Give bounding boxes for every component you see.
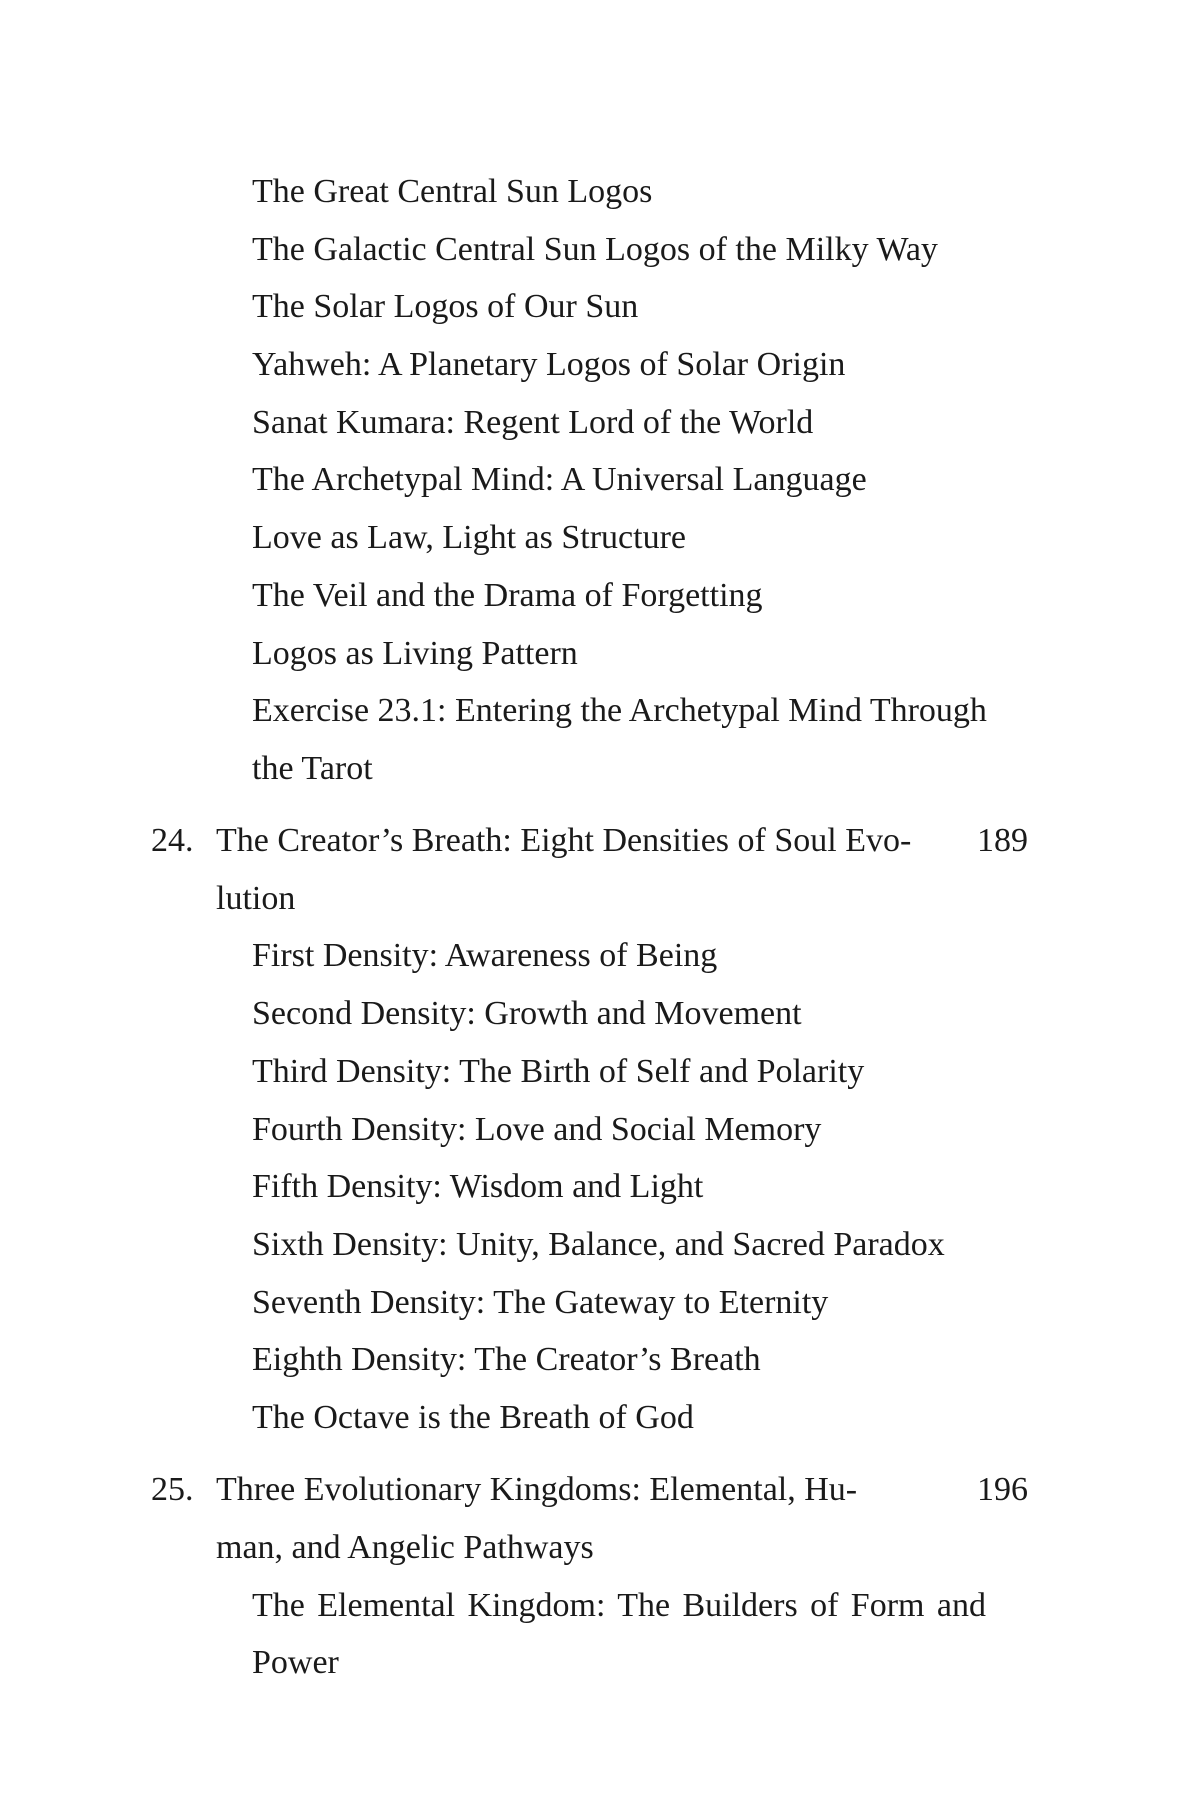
toc-section[interactable]: First Density: Awareness of Being [252, 937, 718, 974]
chapter-page-number: 189 [977, 822, 1028, 859]
chapter-number: 25. [151, 1471, 194, 1508]
toc-section[interactable]: Logos as Living Pattern [252, 635, 578, 672]
chapter-title-continued[interactable]: lution [216, 880, 296, 917]
toc-section[interactable]: The Octave is the Breath of God [252, 1399, 694, 1436]
toc-section[interactable]: Power [252, 1644, 339, 1681]
toc-section[interactable]: Exercise 23.1: Entering the Archetypal Mind Through [252, 692, 987, 729]
toc-section[interactable]: Second Density: Growth and Movement [252, 995, 802, 1032]
toc-section[interactable]: Sixth Density: Unity, Balance, and Sacred Paradox [252, 1226, 945, 1263]
toc-section[interactable]: Yahweh: A Planetary Logos of Solar Origin [252, 346, 846, 383]
toc-section[interactable]: The Galactic Central Sun Logos of the Milky Way [252, 231, 938, 268]
toc-section[interactable]: Third Density: The Birth of Self and Polarity [252, 1053, 865, 1090]
toc-section[interactable]: Sanat Kumara: Regent Lord of the World [252, 404, 814, 441]
toc-section[interactable]: The Veil and the Drama of Forgetting [252, 577, 763, 614]
chapter-title-continued[interactable]: man, and Angelic Pathways [216, 1529, 594, 1566]
toc-section[interactable]: The Great Central Sun Logos [252, 173, 653, 210]
toc-section[interactable]: The Archetypal Mind: A Universal Language [252, 461, 867, 498]
toc-section[interactable]: Eighth Density: The Creator’s Breath [252, 1341, 761, 1378]
toc-section[interactable]: the Tarot [252, 750, 373, 787]
toc-section[interactable]: Fifth Density: Wisdom and Light [252, 1168, 704, 1205]
chapter-title[interactable]: Three Evolutionary Kingdoms: Elemental, Hu- [216, 1471, 858, 1508]
toc-section[interactable]: The Elemental Kingdom: The Builders of Form and [252, 1587, 986, 1624]
toc-section[interactable]: Seventh Density: The Gateway to Eternity [252, 1284, 829, 1321]
toc-section[interactable]: The Solar Logos of Our Sun [252, 288, 639, 325]
toc-section[interactable]: Fourth Density: Love and Social Memory [252, 1111, 822, 1148]
chapter-title[interactable]: The Creator’s Breath: Eight Densities of Soul Evo- [216, 822, 912, 859]
chapter-page-number: 196 [977, 1471, 1028, 1508]
chapter-number: 24. [151, 822, 194, 859]
toc-section[interactable]: Love as Law, Light as Structure [252, 519, 686, 556]
